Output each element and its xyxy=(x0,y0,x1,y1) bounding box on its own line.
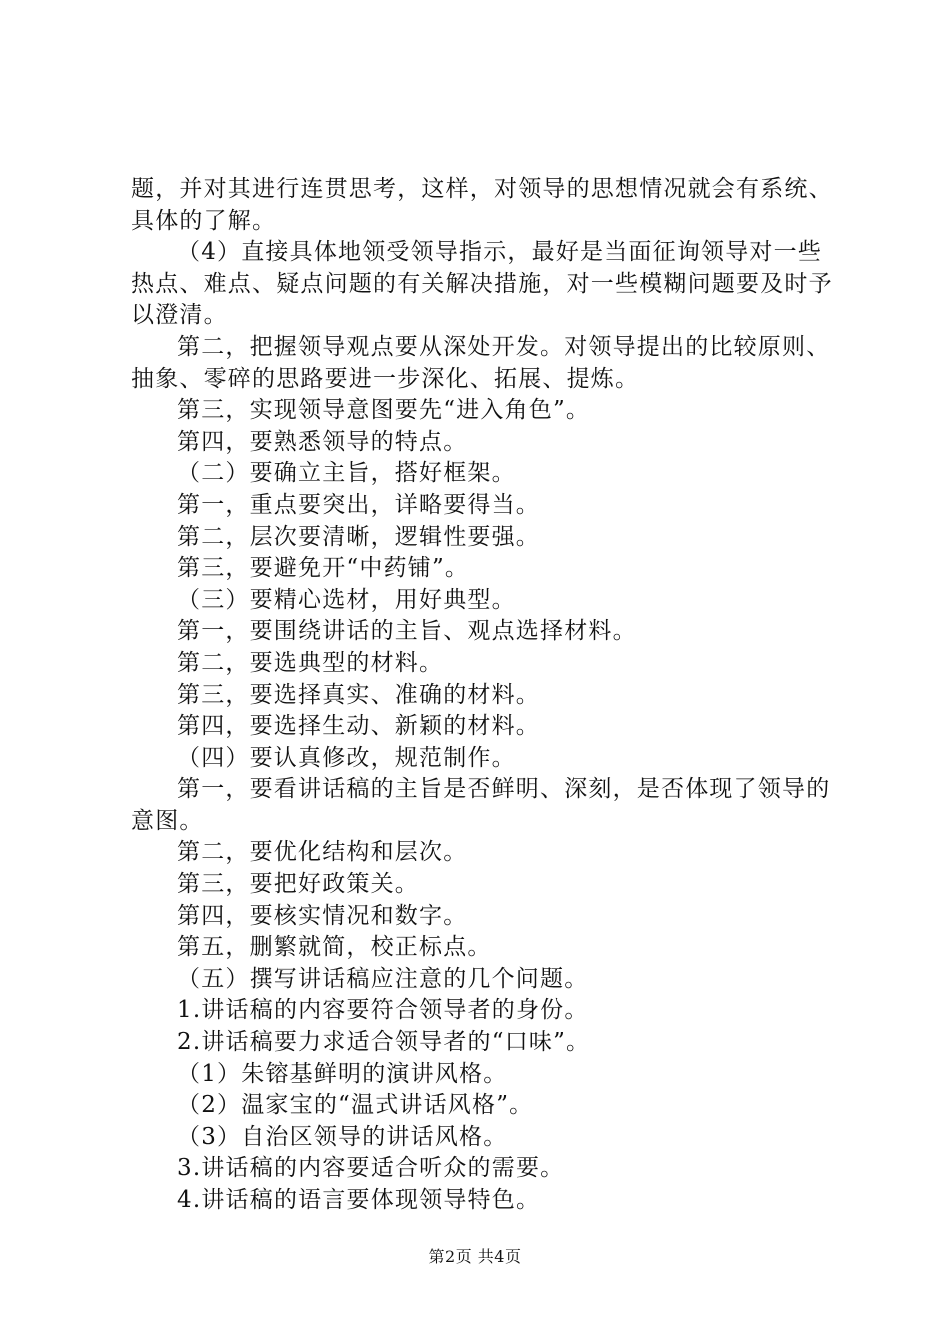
section-heading: （四）要认真修改，规范制作。 xyxy=(177,744,516,771)
paragraph: 第一，要围绕讲话的主旨、观点选择材料。 xyxy=(177,618,637,645)
paragraph: 3.讲话稿的内容要适合听众的需要。 xyxy=(177,1155,565,1182)
paragraph: 第三，要把好政策关。 xyxy=(177,871,419,898)
paragraph: 第四，要核实情况和数字。 xyxy=(177,902,468,929)
paragraph: 第一，重点要突出，详略要得当。 xyxy=(177,491,540,518)
paragraph: 1.讲话稿的内容要符合领导者的身份。 xyxy=(177,997,589,1024)
paragraph: 第三，实现领导意图要先“进入角色”。 xyxy=(177,397,591,424)
paragraph: 第一，要看讲话稿的主旨是否鲜明、深刻，是否体现了领导的意图。 xyxy=(131,776,831,834)
section-heading: （三）要精心选材，用好典型。 xyxy=(177,586,516,613)
paragraph: 第四，要熟悉领导的特点。 xyxy=(177,428,468,455)
paragraph: 第二，层次要清晰，逻辑性要强。 xyxy=(177,523,540,550)
paragraph: 第二，把握领导观点要从深处开发。对领导提出的比较原则、抽象、零碎的思路要进一步深化、拓展、提炼。 xyxy=(131,333,831,392)
paragraph: （3）自治区领导的讲话风格。 xyxy=(177,1123,508,1150)
paragraph: （2）温家宝的“温式讲话风格”。 xyxy=(177,1092,534,1119)
paragraph: 第二，要选典型的材料。 xyxy=(177,649,444,676)
paragraph: 第四，要选择生动、新颖的材料。 xyxy=(177,713,540,740)
section-heading: （二）要确立主旨，搭好框架。 xyxy=(177,460,516,487)
page-number-footer: 第2页 共4页 xyxy=(428,1247,522,1266)
paragraph: 第二，要优化结构和层次。 xyxy=(177,839,468,866)
paragraph: 第三，要选择真实、准确的材料。 xyxy=(177,681,540,708)
paragraph: 2.讲话稿要力求适合领导者的“口味”。 xyxy=(177,1029,591,1056)
paragraph: 第三，要避免开“中药铺”。 xyxy=(177,555,470,582)
paragraph: 第五，删繁就简，校正标点。 xyxy=(177,934,492,961)
paragraph: （1）朱镕基鲜明的演讲风格。 xyxy=(177,1060,508,1087)
document-body xyxy=(131,174,836,1217)
paragraph: 题，并对其进行连贯思考，这样，对领导的思想情况就会有系统、具体的了解。 xyxy=(131,176,833,234)
section-heading: （五）撰写讲话稿应注意的几个问题。 xyxy=(177,965,589,992)
paragraph: 4.讲话稿的语言要体现领导特色。 xyxy=(177,1187,541,1213)
paragraph: （4）直接具体地领受领导指示，最好是当面征询领导对一些热点、难点、疑点问题的有关解决措施，对一些模糊问题要及时予以澄清。 xyxy=(131,239,833,329)
